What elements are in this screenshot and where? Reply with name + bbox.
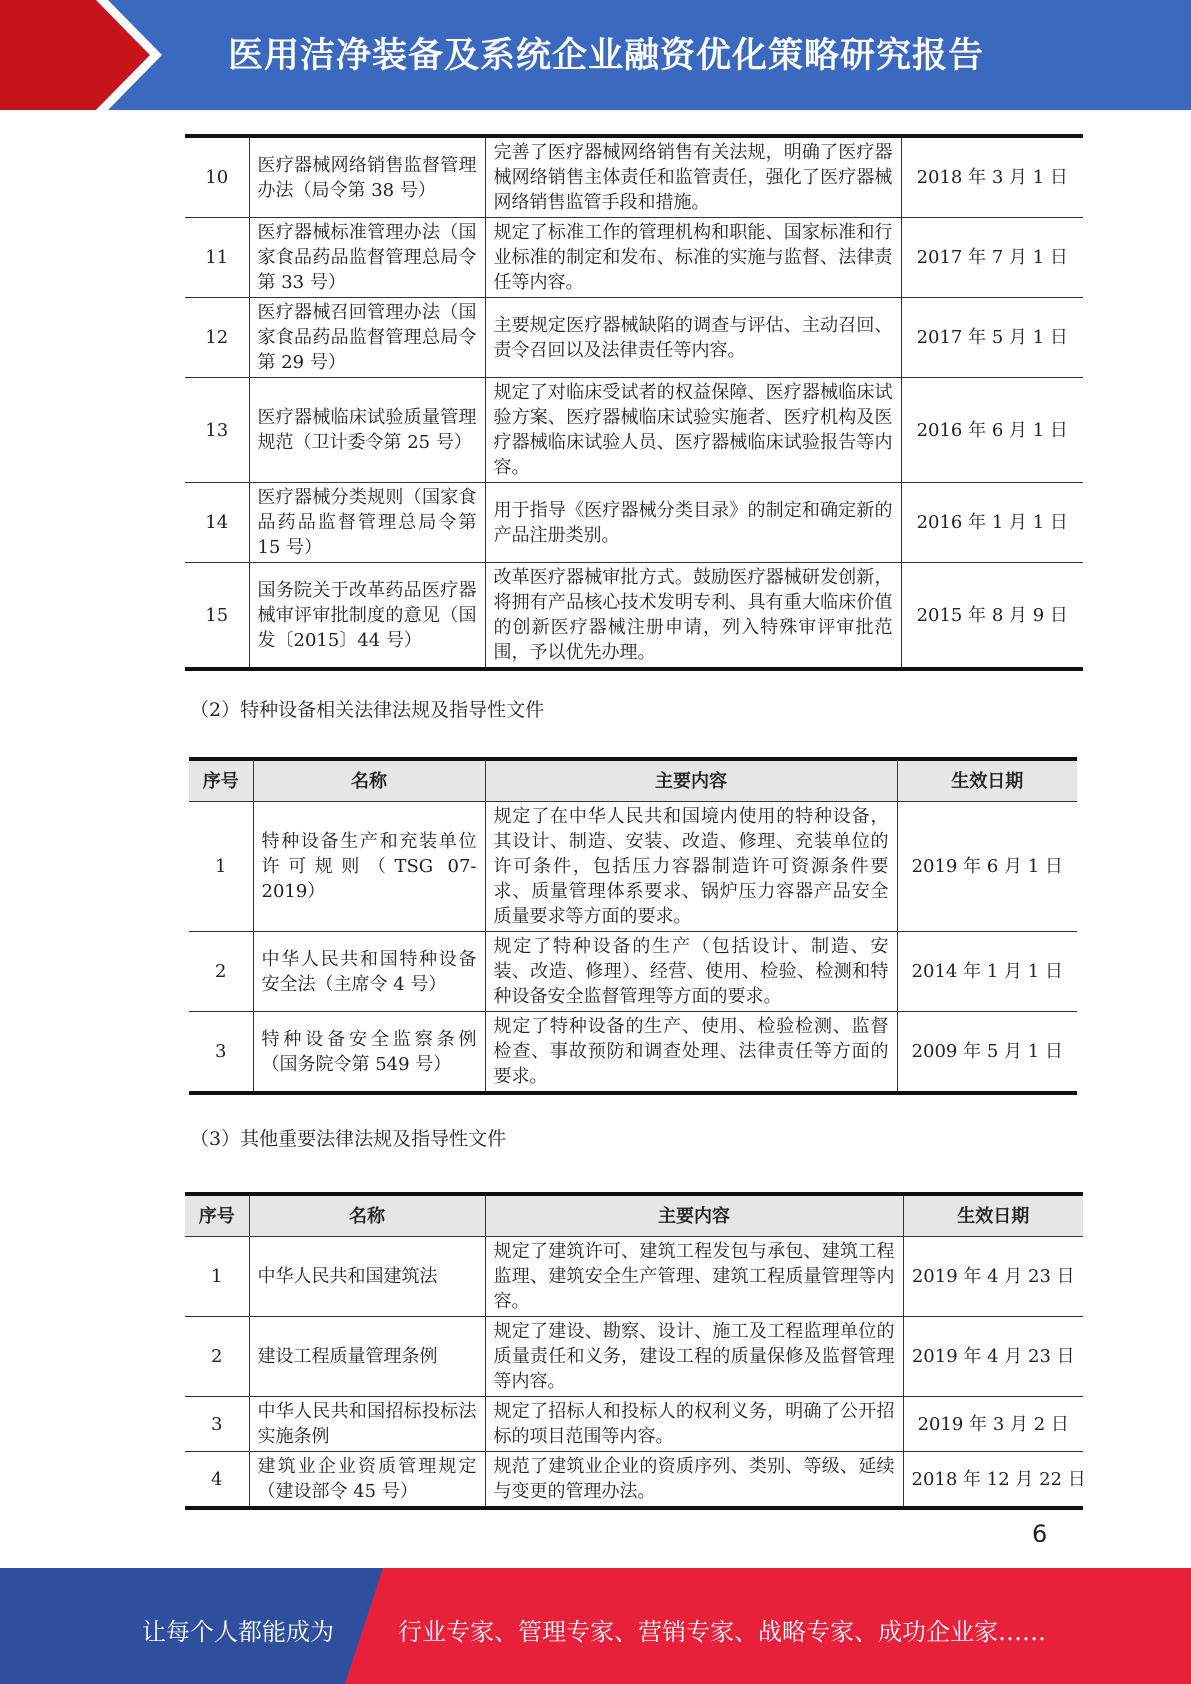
effective-date: 2009 年 5 月 1 日 [897,1012,1077,1094]
row-number: 1 [189,802,253,932]
table-header-row [185,1194,1083,1237]
section-title-special-equipment: （2）特种设备相关法律法规及指导性文件 [190,699,545,721]
table-row [185,483,1083,563]
regulation-name: 建设工程质量管理条例 [249,1317,485,1397]
table-row [189,1012,1077,1094]
regulation-content: 完善了医疗器械网络销售有关法规，明确了医疗器械网络销售主体责任和监管责任，强化了医疗器械网络销售监管手段和措施。 [485,136,901,218]
row-number: 3 [189,1012,253,1094]
regulation-content: 规定了特种设备的生产、使用、检验检测、监督检查、事故预防和调查处理、法律责任等方面的要求。 [485,1012,897,1094]
table-row [189,932,1077,1012]
effective-date: 2019 年 4 月 23 日 [903,1237,1083,1317]
regulation-name: 中华人民共和国建筑法 [249,1237,485,1317]
row-number: 4 [185,1452,249,1509]
section-title-other-regulations: （3）其他重要法律法规及指导性文件 [190,1128,507,1150]
effective-date: 2019 年 6 月 1 日 [897,802,1077,932]
table-row [185,298,1083,378]
table-row [189,802,1077,932]
regulation-name: 医疗器械分类规则（国家食品药品监督管理总局令第 15 号） [249,483,485,563]
header-name: 名称 [249,1194,485,1237]
table-row [185,378,1083,483]
table-row [185,136,1083,218]
regulation-content: 改革医疗器械审批方式。鼓励医疗器械研发创新，将拥有产品核心技术发明专利、具有重大临床价值的创新医疗器械注册申请，列入特殊审评审批范围，予以优先办理。 [485,563,901,670]
header-name: 名称 [253,759,485,802]
header-content: 主要内容 [485,1194,903,1237]
row-number: 13 [185,378,249,483]
footer-slogan-left: 让每个人都能成为 [142,1618,334,1646]
regulation-name: 国务院关于改革药品医疗器械审评审批制度的意见（国发〔2015〕44 号） [249,563,485,670]
report-title: 医用洁净装备及系统企业融资优化策略研究报告 [228,36,985,76]
header-content: 主要内容 [485,759,897,802]
header-banner [0,0,1191,110]
regulation-content: 规定了标准工作的管理机构和职能、国家标准和行业标准的制定和发布、标准的实施与监督、法律责任等内容。 [485,218,901,298]
table-row [185,563,1083,670]
effective-date: 2018 年 3 月 1 日 [901,136,1083,218]
regulation-content: 规定了特种设备的生产（包括设计、制造、安装、改造、修理）、经营、使用、检验、检测和特种设备安全监督管理等方面的要求。 [485,932,897,1012]
regulation-content: 规定了招标人和投标人的权利义务，明确了公开招标的项目范围等内容。 [485,1397,903,1452]
regulation-content: 规定了在中华人民共和国境内使用的特种设备，其设计、制造、安装、改造、修理、充装单位的许可条件，包括压力容器制造许可资源条件要求、质量管理体系要求、锅炉压力容器产品安全质量要求等方面的要求。 [485,802,897,932]
table-row [185,1397,1083,1452]
effective-date: 2017 年 5 月 1 日 [901,298,1083,378]
regulation-content: 用于指导《医疗器械分类目录》的制定和确定新的产品注册类别。 [485,483,901,563]
regulation-content: 规定了对临床受试者的权益保障、医疗器械临床试验方案、医疗器械临床试验实施者、医疗机构及医疗器械临床试验人员、医疗器械临床试验报告等内容。 [485,378,901,483]
regulation-name: 中华人民共和国招标投标法实施条例 [249,1397,485,1452]
effective-date: 2019 年 4 月 23 日 [903,1317,1083,1397]
row-number: 1 [185,1237,249,1317]
regulation-name: 中华人民共和国特种设备安全法（主席令 4 号） [253,932,485,1012]
table-row [185,218,1083,298]
table-row [185,1317,1083,1397]
table-row [185,1452,1083,1509]
regulation-name: 特种设备生产和充装单位许可规则（TSG 07-2019） [253,802,485,932]
row-number: 11 [185,218,249,298]
effective-date: 2015 年 8 月 9 日 [901,563,1083,670]
footer-banner [0,1568,1191,1684]
regulation-name: 医疗器械标准管理办法（国家食品药品监督管理总局令第 33 号） [249,218,485,298]
regulation-content: 规范了建筑业企业的资质序列、类别、等级、延续与变更的管理办法。 [485,1452,903,1509]
effective-date: 2014 年 1 月 1 日 [897,932,1077,1012]
effective-date: 2016 年 6 月 1 日 [901,378,1083,483]
regulation-content: 规定了建筑许可、建筑工程发包与承包、建筑工程监理、建筑安全生产管理、建筑工程质量管理等内容。 [485,1237,903,1317]
table-header-row [189,759,1077,802]
row-number: 12 [185,298,249,378]
page-number: 6 [1032,1520,1048,1548]
special-equipment-regulations-table [189,757,1077,1095]
row-number: 3 [185,1397,249,1452]
row-number: 14 [185,483,249,563]
regulation-name: 建筑业企业资质管理规定（建设部令 45 号） [249,1452,485,1509]
row-number: 10 [185,136,249,218]
regulation-name: 医疗器械网络销售监督管理办法（局令第 38 号） [249,136,485,218]
other-regulations-table [185,1192,1086,1510]
regulation-name: 特种设备安全监察条例（国务院令第 549 号） [253,1012,485,1094]
header-number: 序号 [189,759,253,802]
table-row [185,1237,1083,1317]
effective-date: 2019 年 3 月 2 日 [903,1397,1083,1452]
header-date: 生效日期 [903,1194,1083,1237]
effective-date: 2018 年 12 月 22 日 [903,1452,1083,1509]
regulation-content: 规定了建设、勘察、设计、施工及工程监理单位的质量责任和义务，建设工程的质量保修及监督管理等内容。 [485,1317,903,1397]
effective-date: 2017 年 7 月 1 日 [901,218,1083,298]
medical-device-regulations-table [185,134,1083,671]
effective-date: 2016 年 1 月 1 日 [901,483,1083,563]
regulation-content: 主要规定医疗器械缺陷的调查与评估、主动召回、责令召回以及法律责任等内容。 [485,298,901,378]
row-number: 2 [185,1317,249,1397]
header-number: 序号 [185,1194,249,1237]
regulation-name: 医疗器械召回管理办法（国家食品药品监督管理总局令第 29 号） [249,298,485,378]
header-date: 生效日期 [897,759,1077,802]
row-number: 2 [189,932,253,1012]
footer-slogan-right: 行业专家、管理专家、营销专家、战略专家、成功企业家…… [398,1618,1046,1646]
row-number: 15 [185,563,249,670]
regulation-name: 医疗器械临床试验质量管理规范（卫计委令第 25 号） [249,378,485,483]
